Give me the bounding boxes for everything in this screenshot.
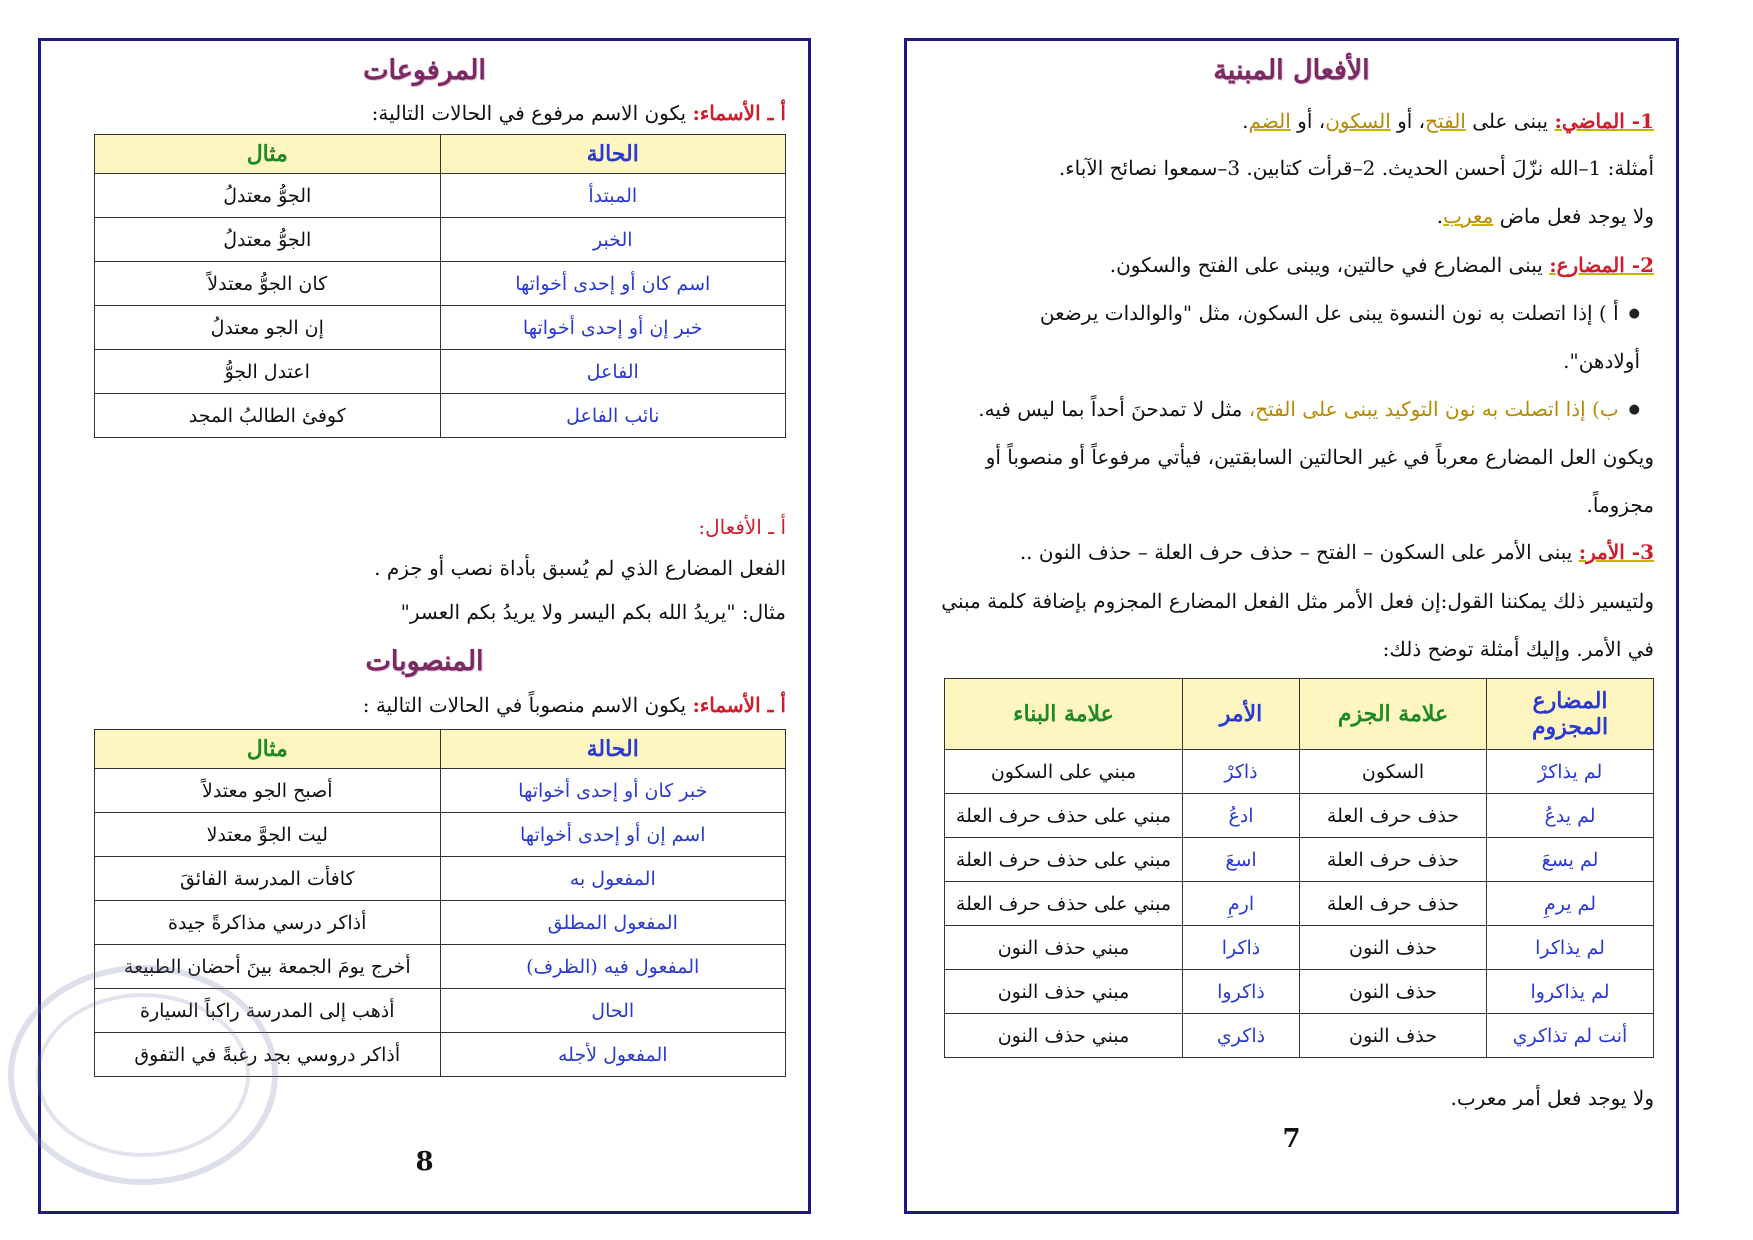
no-mureb-imperative: ولا يوجد فعل أمر معرب. (1450, 1086, 1654, 1110)
past-line: 1- الماضي: يبنى على الفتح، أو السكون، أو الضم. (1242, 109, 1654, 133)
table-row (95, 350, 786, 394)
case-cell: الفاعل (440, 350, 786, 394)
table-row: لم يذاكرا حذف النون ذاكرا مبني حذف النون (945, 926, 1654, 970)
present-else-cont: مجزوماً. (1586, 493, 1654, 517)
table-row (95, 901, 786, 945)
present-line: 2- المضارع: يبنى المضارع في حالتين، ويبنى على الفتح والسكون. (1109, 253, 1654, 277)
header-example: مثال (95, 730, 441, 769)
bullet-b: ● ب) إذا اتصلت به نون التوكيد يبنى على الفتح، مثل لا تمدحنَ أحداً بما ليس فيه. (929, 395, 1640, 427)
present-else: ويكون العل المضارع معرباً في غير الحالتين السابقتين، فيأتي مرفوعاً أو منصوباً أو (985, 445, 1654, 469)
title-mansoobat: المنصوبات (365, 646, 484, 677)
header-binaa: علامة البناء (945, 679, 1183, 750)
nouns-label: أ ـ الأسماء: (692, 101, 786, 125)
imperative-label: 3- الأمر: (1578, 540, 1654, 564)
verbs-example: مثال: "يريدُ الله بكم اليسر ولا يريدُ بكم العسر" (400, 600, 786, 624)
past-fath: الفتح (1425, 109, 1466, 133)
case-cell: المبتدأ (440, 174, 786, 218)
nouns-text: يكون الاسم منصوباً في الحالات التالية : (362, 693, 693, 717)
nouns-mansoob-intro (63, 691, 786, 719)
title-marfoaat: المرفوعات (363, 55, 486, 86)
table-row: لم يدعُ حذف حرف العلة ادعُ مبني على حذف حرف العلة (945, 794, 1654, 838)
case-cell: المفعول المطلق (440, 901, 786, 945)
table-row: أنت لم تذاكري حذف النون ذاكري مبني حذف النون (945, 1014, 1654, 1058)
case-cell: المفعول فيه (الظرف) (440, 945, 786, 989)
example-cell: أذهب إلى المدرسة راكباً السيارة (95, 989, 441, 1033)
table-row (95, 394, 786, 438)
example-cell: اعتدل الجوُّ (95, 350, 441, 394)
table-row (95, 174, 786, 218)
example-cell: أصبح الجو معتدلاً (95, 769, 441, 813)
table-row: لم يذاكروا حذف النون ذاكروا مبني حذف النون (945, 970, 1654, 1014)
bullet-a: ● أ ) إذا اتصلت به نون النسوة يبنى عل السكون، مثل "والوالدات يرضعن (929, 299, 1640, 331)
case-cell: اسم إن أو إحدى أخواتها (440, 813, 786, 857)
example-cell: ليت الجوَّ معتدلا (95, 813, 441, 857)
table-row: لم يذاكرْ السكون ذاكرْ مبني على السكون (945, 750, 1654, 794)
example-cell: كافأت المدرسة الفائقَ (95, 857, 441, 901)
case-cell: خبر إن أو إحدى أخواتها (440, 306, 786, 350)
example-cell: أخرج يومَ الجمعة بينَ أحضان الطبيعة (95, 945, 441, 989)
nouns-text: يكون الاسم مرفوع في الحالات التالية: (371, 101, 693, 125)
no-mureb-past: ولا يوجد فعل ماض معرب. (1436, 204, 1654, 228)
case-cell: الحال (440, 989, 786, 1033)
table-row (95, 857, 786, 901)
example-cell: أذاكر دروسي بجد رغبةً في التفوق (95, 1033, 441, 1077)
table-row (95, 306, 786, 350)
example-cell: أذاكر درسي مذاكرةً جيدة (95, 901, 441, 945)
table-row (95, 262, 786, 306)
example-cell: كوفئ الطالبُ المجد (95, 394, 441, 438)
example-cell: الجوُّ معتدلُ (95, 218, 441, 262)
case-cell: المفعول لأجله (440, 1033, 786, 1077)
table-row: لم يسعَ حذف حرف العلة اسعَ مبني على حذف حرف العلة (945, 838, 1654, 882)
title-mabniya: الأفعال المبنية (1213, 55, 1370, 86)
nouns-marfoo-intro (63, 99, 786, 127)
table-row (95, 769, 786, 813)
header-amr: الأمر (1183, 679, 1300, 750)
imperative-table (944, 678, 1654, 1058)
case-cell: اسم كان أو إحدى أخواتها (440, 262, 786, 306)
header-jazm: علامة الجزم (1300, 679, 1487, 750)
case-cell: خبر كان أو إحدى أخواتها (440, 769, 786, 813)
case-cell: المفعول به (440, 857, 786, 901)
simplify-line-cont: في الأمر. وإليك أمثلة توضح ذلك: (1382, 637, 1654, 661)
present-label: 2- المضارع: (1549, 253, 1654, 277)
page-number: 8 (415, 1147, 434, 1177)
marfoo-table (94, 134, 786, 438)
header-mudare: المضارع المجزوم (1487, 679, 1654, 750)
examples-line: أمثلة: 1–الله نزّلَ أحسن الحديث. 2–قرأت كتابين. 3–سمعوا نصائح الآباء. (1058, 156, 1654, 180)
case-cell: نائب الفاعل (440, 394, 786, 438)
header-case: الحالة (440, 730, 786, 769)
nouns-label: أ ـ الأسماء: (692, 693, 786, 717)
past-damm: الضم (1248, 109, 1291, 133)
past-sukun: السكون (1325, 109, 1391, 133)
table-row: لم يرمِ حذف حرف العلة ارمِ مبني على حذف حرف العلة (945, 882, 1654, 926)
case-cell: الخبر (440, 218, 786, 262)
imperative-line: 3- الأمر: يبنى الأمر على السكون – الفتح – حذف حرف العلة – حذف النون .. (1019, 540, 1654, 564)
page-number: 7 (1282, 1124, 1301, 1154)
header-case: الحالة (440, 135, 786, 174)
page-7 (904, 38, 1679, 1214)
past-label: 1- الماضي: (1554, 109, 1654, 133)
example-cell: إن الجو معتدلُ (95, 306, 441, 350)
simplify-line: ولتيسير ذلك يمكننا القول:إن فعل الأمر مثل الفعل المضارع المجزوم بإضافة كلمة مبني (941, 589, 1654, 613)
example-cell: الجوُّ معتدلُ (95, 174, 441, 218)
verbs-label: أ ـ الأفعال: (698, 515, 786, 539)
verbs-text: الفعل المضارع الذي لم يُسبق بأداة نصب أو جزم . (374, 556, 786, 580)
table-row (95, 218, 786, 262)
header-example: مثال (95, 135, 441, 174)
table-row (95, 813, 786, 857)
watermark-stamp (8, 965, 278, 1185)
example-cell: كان الجوُّ معتدلاً (95, 262, 441, 306)
bullet-a-cont: أولادهن". (1563, 349, 1640, 373)
